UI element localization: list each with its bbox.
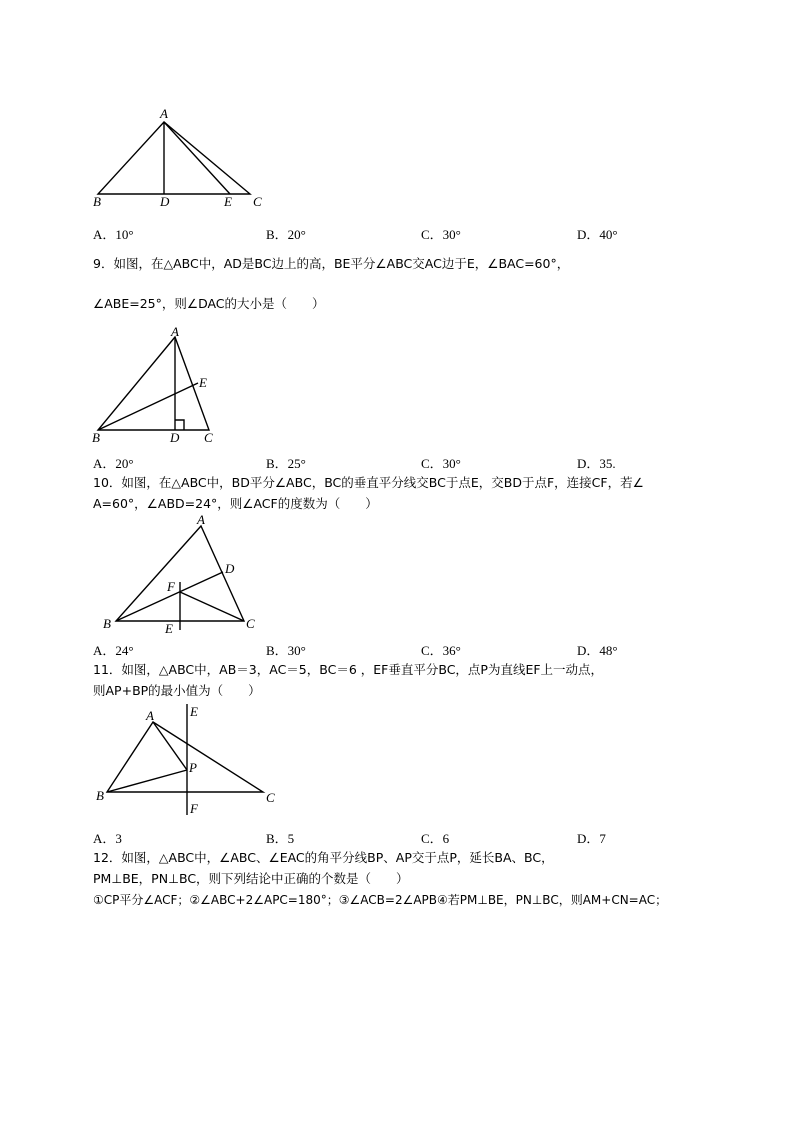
q11-option-b: B．5 xyxy=(266,831,295,846)
segment-fc xyxy=(180,592,244,621)
label-a: A xyxy=(197,512,205,527)
q9-stem-line2: ∠ABE=25°，则∠DAC的大小是（ ） xyxy=(93,296,325,311)
label-d: D xyxy=(225,561,235,576)
q11-stem-line2: 则AP+BP的最小值为（ ） xyxy=(93,683,261,698)
q11-stem-line1: 11．如图，△ABC中，AB＝3，AC＝5，BC＝6 ，EF垂直平分BC，点P为直线EF上一动点， xyxy=(93,662,604,677)
label-e: E xyxy=(224,194,232,209)
figure-q8 xyxy=(88,105,268,210)
label-e: E xyxy=(190,704,198,719)
right-angle-mark xyxy=(175,420,184,430)
q8-option-c: C．30° xyxy=(421,227,461,242)
q10-option-d: D．48° xyxy=(577,643,618,658)
q9-option-a: A．20° xyxy=(93,456,134,471)
label-c: C xyxy=(246,616,255,631)
q11-option-c: C．6 xyxy=(421,831,450,846)
label-b: B xyxy=(103,616,111,631)
q12-stem-line1: 12．如图，△ABC中，∠ABC、∠EAC的角平分线BP、AP交于点P，延长BA、BC， xyxy=(93,850,554,865)
triangle-abc xyxy=(98,337,209,430)
label-b: B xyxy=(96,788,104,803)
q10-stem-line1: 10．如图，在△ABC中，BD平分∠ABC，BC的垂直平分线交BC于点E，交BD于点F，连接CF，若∠ xyxy=(93,475,644,490)
segment-ae xyxy=(164,122,230,194)
label-c: C xyxy=(253,194,262,209)
label-a: A xyxy=(171,325,179,339)
label-c: C xyxy=(204,430,213,445)
label-e: E xyxy=(199,375,207,390)
q9-stem-line1: 9．如图，在△ABC中，AD是BC边上的高，BE平分∠ABC交AC边于E，∠BAC=60°， xyxy=(93,256,570,271)
q9-option-d: D．35. xyxy=(577,456,616,471)
label-p: P xyxy=(189,760,197,775)
q8-option-b: B．20° xyxy=(266,227,306,242)
label-f: F xyxy=(190,801,198,816)
q10-option-a: A．24° xyxy=(93,643,134,658)
label-a: A xyxy=(146,708,154,723)
label-a: A xyxy=(160,106,168,121)
label-f: F xyxy=(167,579,175,594)
label-d: D xyxy=(170,430,180,445)
q8-option-d: D．40° xyxy=(577,227,618,242)
label-d: D xyxy=(160,194,170,209)
q9-option-b: B．25° xyxy=(266,456,306,471)
q12-statements: ①CP平分∠ACF；②∠ABC+2∠APC=180°；③∠ACB=2∠APB④若PM⊥BE，PN⊥BC，则AM+CN=AC； xyxy=(93,893,668,907)
figure-q10 xyxy=(95,512,265,637)
q9-option-c: C．30° xyxy=(421,456,461,471)
q10-option-c: C．36° xyxy=(421,643,461,658)
label-b: B xyxy=(93,194,101,209)
label-c: C xyxy=(266,790,275,805)
segment-be xyxy=(98,383,198,430)
figure-q11 xyxy=(90,700,290,820)
q8-option-a: A．10° xyxy=(93,227,134,242)
triangle-abc xyxy=(107,722,263,792)
label-e: E xyxy=(165,621,173,636)
q10-stem-line2: A=60°，∠ABD=24°，则∠ACF的度数为（ ） xyxy=(93,496,378,511)
label-b: B xyxy=(92,430,100,445)
q11-option-d: D．7 xyxy=(577,831,606,846)
segment-ap xyxy=(153,722,187,770)
q11-option-a: A．3 xyxy=(93,831,122,846)
q12-stem-line2: PM⊥BE，PN⊥BC，则下列结论中正确的个数是（ ） xyxy=(93,871,409,886)
figure-q9 xyxy=(88,325,228,445)
q10-option-b: B．30° xyxy=(266,643,306,658)
